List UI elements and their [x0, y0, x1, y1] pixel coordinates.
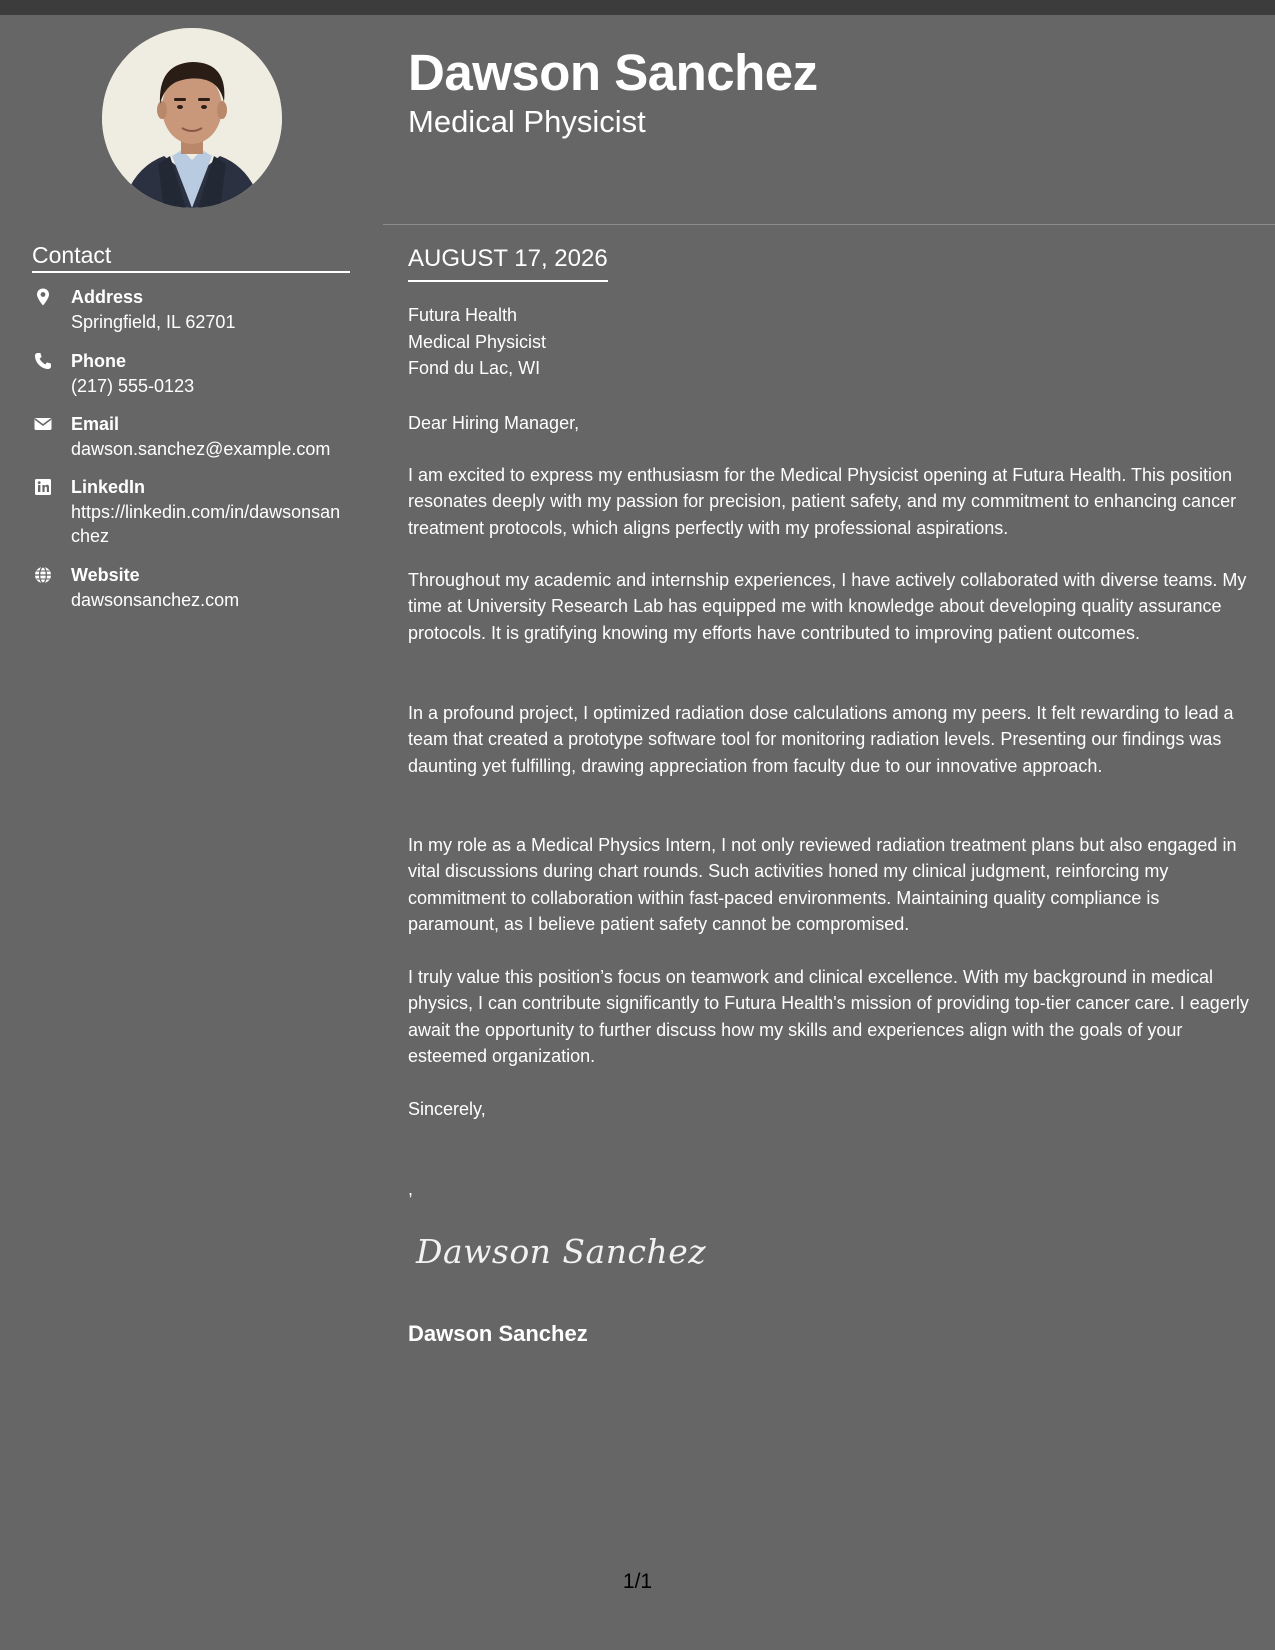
- contact-value: Springfield, IL 62701: [71, 312, 236, 332]
- contact-value[interactable]: https://linkedin.com/in/dawsonsanchez: [71, 502, 341, 546]
- letter-paragraph: Throughout my academic and internship experiences, I have actively collaborated with diverse teams. My time at University Research Lab has equipped me with knowledge about developing quality assurance protocols. It is gratifying knowing my efforts have contributed to improving patient outcomes.: [408, 570, 1247, 643]
- phone-icon: [34, 352, 52, 370]
- letter-paragraph: I am excited to express my enthusiasm for the Medical Physicist opening at Futura Health. This position resonates deeply with my passion for precision, patient safety, and my commitment to enhancing cancer treatment protocols, which aligns perfectly with my professional aspirations.: [408, 465, 1237, 538]
- applicant-name: Dawson Sanchez: [408, 44, 818, 101]
- closing: Sincerely,: [408, 1099, 486, 1119]
- linkedin-icon: [34, 478, 52, 496]
- contact-label: Phone: [71, 351, 127, 371]
- envelope-icon: [34, 415, 52, 433]
- recipient-company: Futura Health: [408, 305, 518, 325]
- contact-label: Website: [71, 565, 140, 585]
- closing-comma: ,: [408, 1179, 414, 1199]
- contact-value: dawson.sanchez@example.com: [71, 439, 331, 459]
- salutation: Dear Hiring Manager,: [408, 413, 580, 433]
- contact-value[interactable]: dawsonsanchez.com: [71, 590, 240, 610]
- contact-value: (217) 555-0123: [71, 376, 195, 396]
- globe-icon: [34, 566, 52, 584]
- recipient-block: [408, 302, 546, 382]
- page-number: 1/1: [622, 1570, 653, 1593]
- contact-heading: Contact: [32, 240, 350, 273]
- recipient-location: Fond du Lac, WI: [408, 358, 541, 378]
- letter-date: AUGUST 17, 2026: [408, 244, 608, 282]
- recipient-position: Medical Physicist: [408, 331, 547, 352]
- contact-label: Address: [71, 287, 144, 307]
- top-bar: [0, 0, 1275, 15]
- applicant-title: Medical Physicist: [408, 104, 646, 139]
- profile-photo: [102, 28, 282, 208]
- letter-paragraph: In a profound project, I optimized radiation dose calculations among my peers. It felt rewarding to lead a team that created a prototype software tool for monitoring radiation levels. Presenting our findings was daunting yet fulfilling, drawing appreciation from faculty due to our innovative approach.: [408, 703, 1234, 776]
- header-divider: [383, 224, 1275, 225]
- map-pin-icon: [34, 288, 52, 306]
- contact-label: LinkedIn: [71, 477, 146, 497]
- contact-label: Email: [71, 414, 120, 434]
- letter-paragraph: I truly value this position’s focus on teamwork and clinical excellence. With my background in medical physics, I can contribute significantly to Futura Health's mission of providing top-tier cancer care. I eagerly await the opportunity to further discuss how my skills and experiences align with the goals of your esteemed organization.: [408, 967, 1249, 1067]
- avatar: [102, 28, 282, 208]
- handwritten-signature: Dawson Sanchez: [416, 1232, 707, 1271]
- letter-paragraph: In my role as a Medical Physics Intern, I not only reviewed radiation treatment plans but also engaged in vital discussions during chart rounds. Such activities honed my clinical judgment, reinforcing my commitment to collaboration within fast-paced environments. Maintaining quality compliance is paramount, as I believe patient safety cannot be compromised.: [408, 835, 1237, 935]
- signed-name: Dawson Sanchez: [408, 1321, 588, 1346]
